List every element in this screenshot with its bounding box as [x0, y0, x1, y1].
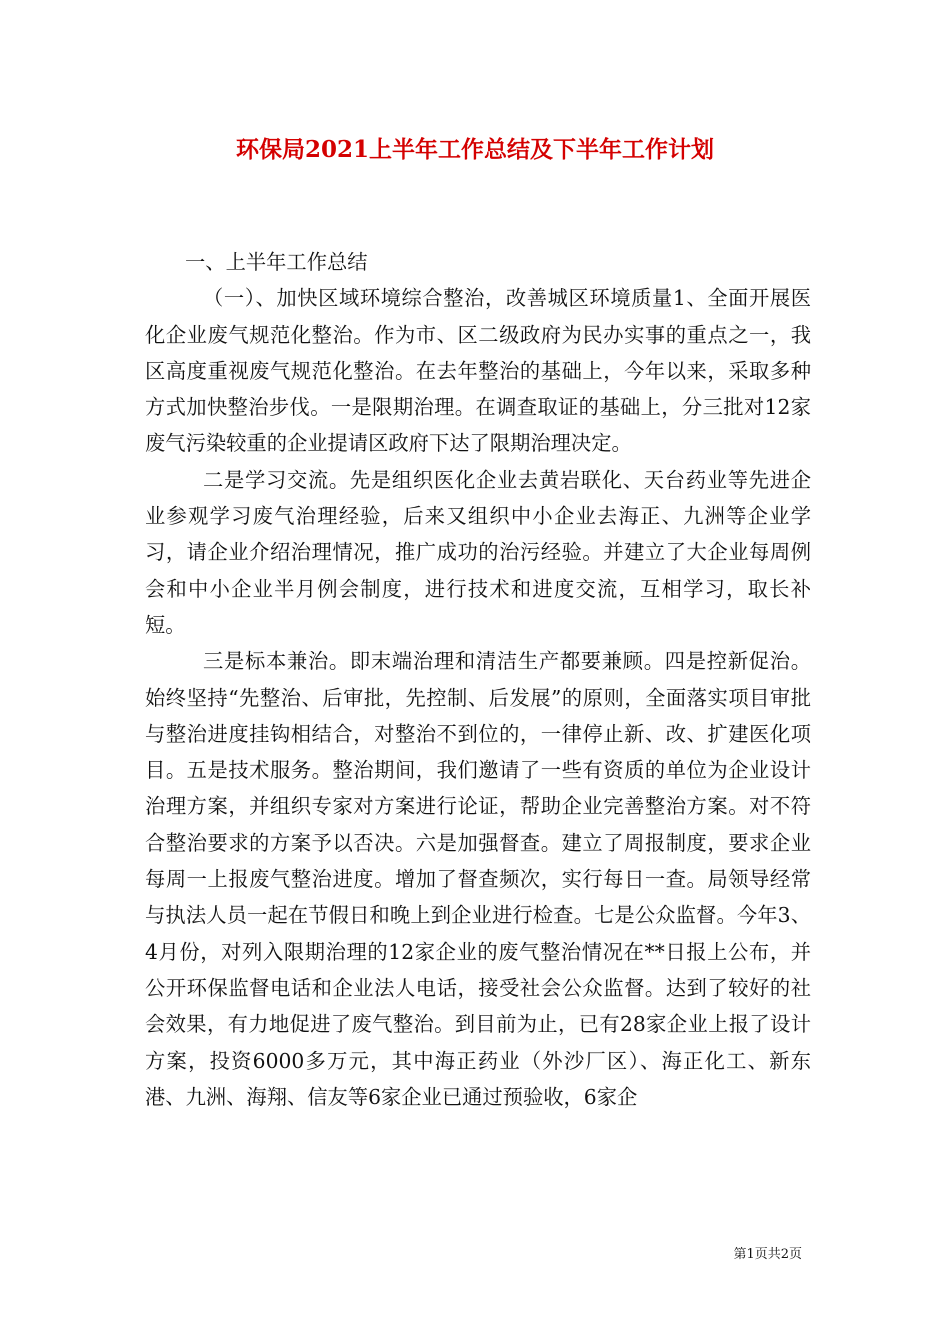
paragraph-1: （一）、加快区域环境综合整治，改善城区环境质量1、全面开展医化企业废气规范化整治。作为市、区二级政府为民办实事的重点之一，我区高度重视废气规范化整治。在去年整治的基础上，今年以来，采取多种方式加快整治步伐。一是限期治理。在调查取证的基础上，分三批对12家废气污染较重的企业提请区政府下达了限期治理决定。 [145, 286, 811, 456]
paragraph-3: 三是标本兼治。即末端治理和清洁生产都要兼顾。四是控新促治。始终坚持“先整治、后审批，先控制、后发展”的原则，全面落实项目审批与整治进度挂钩相结合，对整治不到位的，一律停止新、改、扩建医化项目。五是技术服务。整治期间，我们邀请了一些有资质的单位为企业设计治理方案，并组织专家对方案进行论证，帮助企业完善整治方案。对不符合整治要求的方案予以否决。六是加强督查。建立了周报制度，要求企业每周一上报废气整治进度。增加了督查频次，实行每日一查。局领导经常与执法人员一起在节假日和晚上到企业进行检查。七是公众监督。今年3、4月份，对列入限期治理的12家企业的废气整治情况在**日报上公布，并公开环保监督电话和企业法人电话，接受社会公众监督。达到了较好的社会效果，有力地促进了废气整治。到目前为止，已有28家企业上报了设计方案，投资6000多万元，其中海正药业（外沙厂区）、海正化工、新东港、九洲、海翔、信友等6家企业已通过预验收，6家企 [145, 649, 811, 1109]
document-title: 环保局2021上半年工作总结及下半年工作计划 [235, 136, 714, 163]
section-heading: 一、上半年工作总结 [185, 250, 368, 274]
page-number-footer: 第1页共2页 [733, 1247, 802, 1262]
document-body [145, 244, 811, 1115]
paragraph-2: 二是学习交流。先是组织医化企业去黄岩联化、天台药业等先进企业参观学习废气治理经验，后来又组织中小企业去海正、九洲等企业学习，请企业介绍治理情况，推广成功的治污经验。并建立了大企业每周例会和中小企业半月例会制度，进行技术和进度交流，互相学习，取长补短。 [145, 467, 811, 637]
